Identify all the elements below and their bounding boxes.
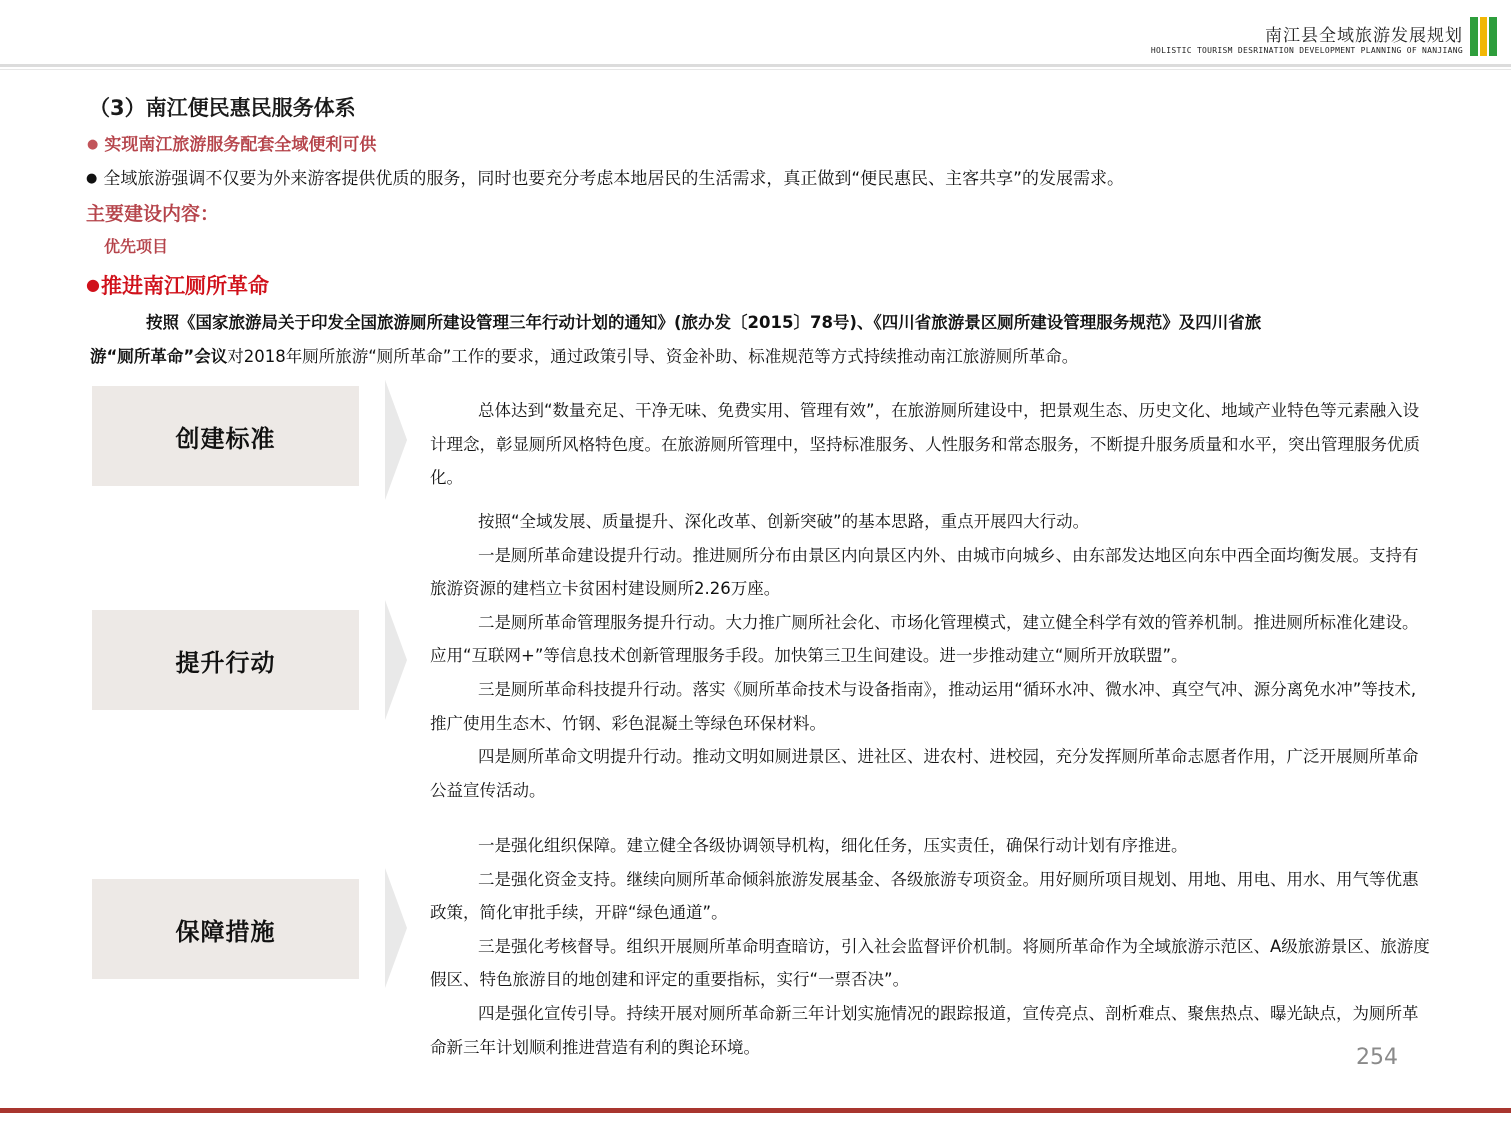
paragraph: 一是强化组织保障。建立健全各级协调领导机构，细化任务，压实责任，确保行动计划有序推进。 — [478, 836, 1188, 855]
red-heading — [86, 270, 269, 300]
section-title: （3）南江便民惠民服务体系 — [89, 96, 356, 120]
paragraph: 按照“全域发展、质量提升、深化改革、创新突破”的基本思路，重点开展四大行动。 — [478, 512, 1090, 531]
paragraph: 一是厕所革命建设提升行动。推进厕所分布由景区内向景区内外、由城市向城乡、由东部发达地区向东中西全面均衡发展。支持有旅游资源的建档立卡贫困村建设厕所2.26万座。 — [430, 545, 1419, 599]
logo-bar-yellow — [1480, 17, 1488, 56]
bullet-icon: ● — [86, 171, 98, 186]
label-box-action — [92, 610, 359, 710]
page-number: 254 — [1356, 1045, 1398, 1070]
label-standard: 创建标准 — [175, 424, 276, 453]
subtitle-red — [87, 130, 376, 155]
paragraph: 四是强化宣传引导。持续开展对厕所革命新三年计划实施情况的跟踪报道，宣传亮点、剖析难点、聚焦热点、曝光缺点，为厕所革命新三年计划顺利推进营造有利的舆论环境。 — [430, 1003, 1419, 1057]
intro-line-2-bold: 游“厕所革命”会议 — [90, 347, 228, 366]
paragraph: 总体达到“数量充足、干净无味、免费实用、管理有效”，在旅游厕所建设中，把景观生态、历史文化、地域产业特色等元素融入设计理念，彰显厕所风格特色度。在旅游厕所管理中，坚持标准服务、人性服务和常态服务，不断提升服务质量和水平，突出管理服务优质化。 — [430, 401, 1420, 488]
label-box-standard — [92, 386, 359, 486]
label-measures: 保障措施 — [175, 917, 276, 946]
red-heading-text: 推进南江厕所革命 — [100, 274, 269, 298]
content-measures — [430, 829, 1430, 1064]
logo-bar-green-2 — [1489, 17, 1497, 56]
intro-paragraph — [90, 306, 1435, 374]
intro-line-1-bold: 按照《国家旅游局关于印发全国旅游厕所建设管理三年行动计划的通知》(旅办发〔2015〕78号)、《四川省旅游景区厕所建设管理服务规范》及四川省旅 — [146, 313, 1262, 332]
logo-bar-green — [1470, 17, 1478, 56]
footer-rule — [0, 1108, 1511, 1113]
paragraph: 二是厕所革命管理服务提升行动。大力推广厕所社会化、市场化管理模式，建立健全科学有效的管养机制。推进厕所标准化建设。应用“互联网+”等信息技术创新管理服务手段。加快第三卫生间建设。进一步推动建立“厕所开放联盟”。 — [430, 612, 1419, 666]
subtitle-red-text: 实现南江旅游服务配套全域便利可供 — [104, 135, 377, 155]
paragraph: 二是强化资金支持。继续向厕所革命倾斜旅游发展基金、各级旅游专项资金。用好厕所项目规划、用地、用电、用水、用气等优惠政策，简化审批手续，开辟“绿色通道”。 — [430, 869, 1419, 923]
arrow-chevron-icon — [385, 868, 407, 988]
subtitle-black-text: 全域旅游强调不仅要为外来游客提供优质的服务，同时也要充分考虑本地居民的生活需求，真正做到“便民惠民、主客共享”的发展需求。 — [103, 169, 1124, 189]
header-title: 南江县全域旅游发展规划 — [1265, 26, 1463, 46]
header-divider — [0, 64, 1511, 67]
bullet-icon: ● — [86, 275, 100, 294]
subtitle-black — [86, 164, 1124, 189]
paragraph: 四是厕所革命文明提升行动。推动文明如厕进景区、进社区、进农村、进校园，充分发挥厕所革命志愿者作用，广泛开展厕所革命公益宣传活动。 — [430, 747, 1419, 800]
logo-bars-icon — [1470, 17, 1497, 56]
bullet-icon: ● — [87, 137, 99, 152]
main-heading: 主要建设内容： — [86, 203, 220, 225]
intro-line-1 — [90, 306, 1435, 340]
header-subtitle: HOLISTIC TOURISM DESRINATION DEVELOPMENT PLANNING OF NANJIANG — [1150, 46, 1463, 55]
paragraph: 三是强化考核督导。组织开展厕所革命明查暗访，引入社会监督评价机制。将厕所革命作为全域旅游示范区、A级旅游景区、旅游度假区、特色旅游目的地创建和评定的重要指标，实行“一票否决”。 — [430, 936, 1430, 990]
arrow-chevron-icon — [385, 380, 407, 500]
label-box-measures — [92, 879, 359, 979]
intro-line-2 — [90, 340, 1435, 374]
content-standard — [430, 394, 1430, 495]
paragraph: 三是厕所革命科技提升行动。落实《厕所革命技术与设备指南》，推动运用“循环水冲、微水冲、真空气冲、源分离免水冲”等技术,推广使用生态木、竹钢、彩色混凝土等绿色环保材料。 — [430, 679, 1417, 733]
arrow-chevron-icon — [385, 600, 407, 720]
intro-line-2-text: 对2018年厕所旅游“厕所革命”工作的要求，通过政策引导、资金补助、标准规范等方式持续推动南江旅游厕所革命。 — [227, 347, 1079, 366]
label-action: 提升行动 — [175, 648, 276, 677]
header-divider-thin — [0, 69, 1511, 70]
priority-label: 优先项目 — [104, 237, 169, 256]
content-action — [430, 505, 1430, 807]
